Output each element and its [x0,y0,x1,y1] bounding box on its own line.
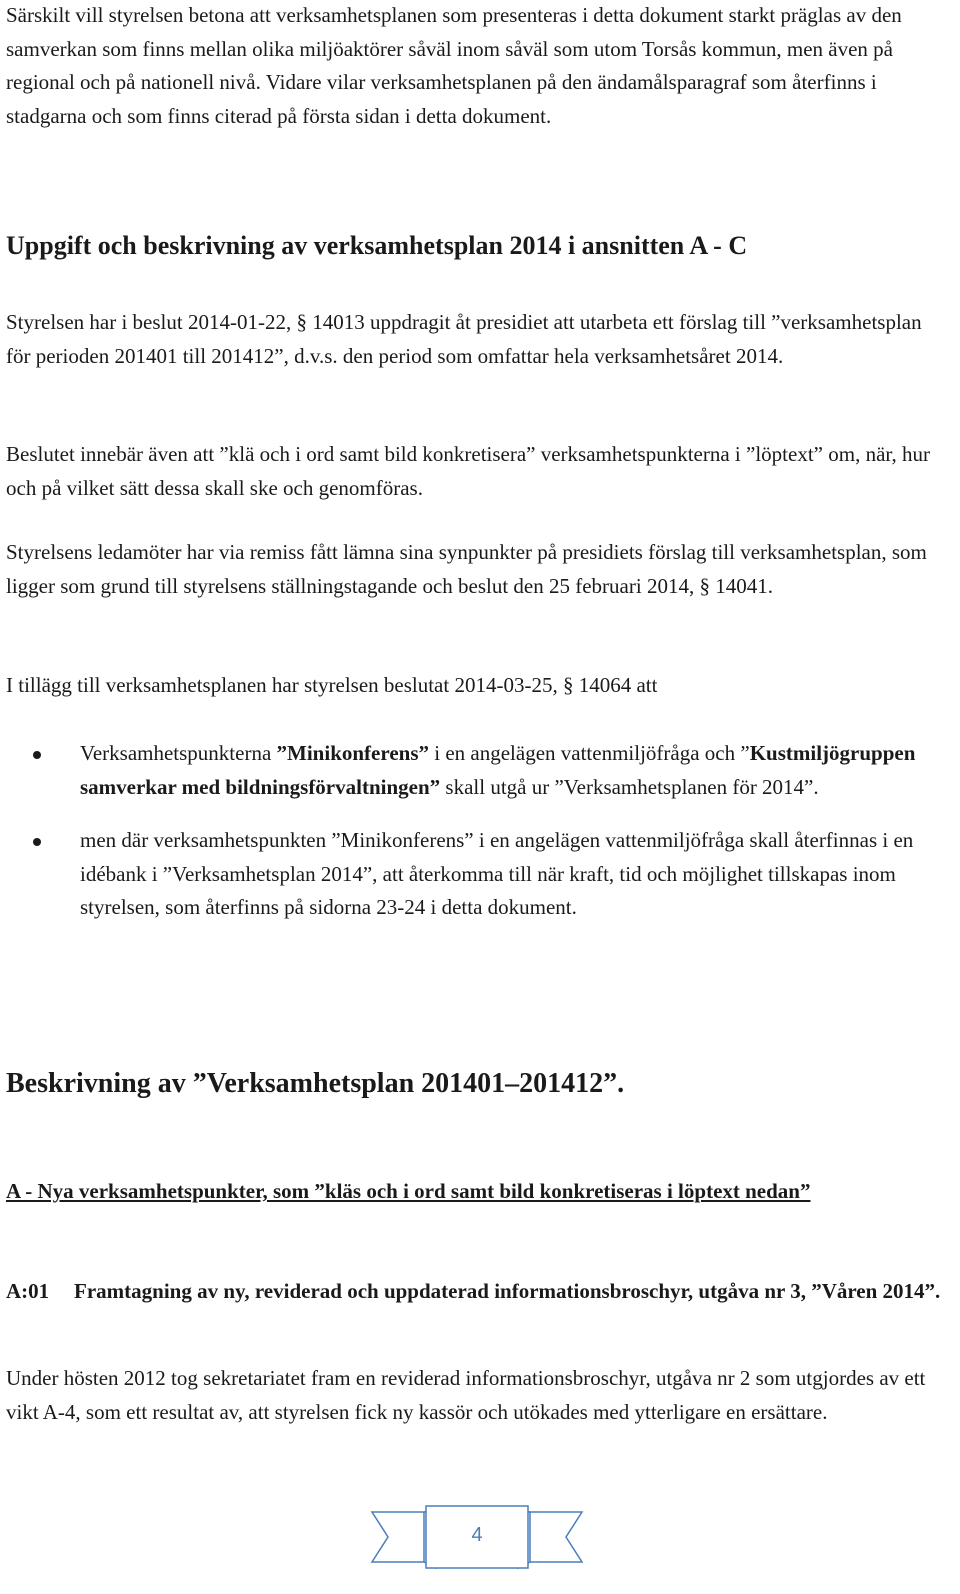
item-code: A:01 [6,1279,50,1303]
paragraph-beslutet: Beslutet innebär även att ”klä och i ord samt bild konkretisera” verksamhetspunkterna i ”löptext” om, när, hur och på vilket sätt dessa skall ske och genomföras. [6,442,931,500]
intro-paragraph: Särskilt vill styrelsen betona att verksamhetsplanen som presenteras i detta dokument starkt präglas av den samverkan som finns mellan olika miljöaktörer såväl inom såväl som utom Torsås kommun, men även på regional och på nationell nivå. Vidare vilar verksamhetsplanen på den ändamålsparagraf som återfinns i stadgarna och som finns citerad på första sidan i detta dokument. [6,3,902,128]
bullet-text-part: i en angelägen vattenmiljöfråga och ” [429,741,750,765]
bullet-text [80,737,950,804]
bullet-list [6,737,950,925]
page-number: 4 [471,1524,483,1546]
bullet-text-part: skall utgå ur ”Verksamhetsplanen för 2014”. [440,774,819,799]
section-heading-uppgift: Uppgift och beskrivning av verksamhetsplan 2014 i ansnitten A - C [6,231,748,260]
bullet-icon [33,751,41,759]
bullet-text: men där verksamhetspunkten ”Minikonferens” i en angelägen vattenmiljöfråga skall återfinnas i en idébank i ”Verksamhetsplan 2014”, att återkomma till när kraft, tid och möjlighet tillskapas inom styrelsen, som återfinns på sidorna 23-24 i detta dokument. [80,828,914,919]
section-heading-beskrivning: Beskrivning av ”Verksamhetsplan 201401–201412”. [6,1068,625,1099]
paragraph-ledamoter: Styrelsens ledamöter har via remiss fått lämna sina synpunkter på presidiets förslag till verksamhetsplan, som ligger som grund till styrelsens ställningstagande och beslut den 25 februari 2014, § 14041. [6,540,927,598]
bullet-icon [33,838,41,846]
bullet-bold-part: Kustmiljögruppen samverkar med bildningsförvaltningen” [80,741,916,799]
list-item [6,737,950,804]
paragraph-tillagg: I tillägg till verksamhetsplanen har styrelsen beslutat 2014-03-25, § 14064 att [6,673,658,697]
page-number-box [370,1504,584,1572]
bullet-bold-part: ”Minikonferens” [276,741,429,765]
list-item [6,824,950,925]
section-heading-a: A - Nya verksamhetspunkter, som ”kläs och i ord samt bild konkretiseras i löptext nedan” [6,1179,811,1203]
paragraph-hosten: Under hösten 2012 tog sekretariatet fram en reviderad informationsbroschyr, utgåva nr 2 som utgjordes av ett vikt A-4, som ett resultat av, att styrelsen fick ny kassör och utökades med ytterligare en ersättare. [6,1366,926,1424]
paragraph-beslut: Styrelsen har i beslut 2014-01-22, § 14013 uppdragit åt presidiet att utarbeta ett förslag till ”verksamhetsplan för perioden 201401 till 201412”, d.v.s. den period som omfattar hela verksamhetsåret 2014. [6,310,922,368]
item-title: Framtagning av ny, reviderad och uppdaterad informationsbroschyr, utgåva nr 3, ”Våren 2014”. [74,1279,941,1303]
bullet-text-part: Verksamhetspunkterna [80,741,277,765]
